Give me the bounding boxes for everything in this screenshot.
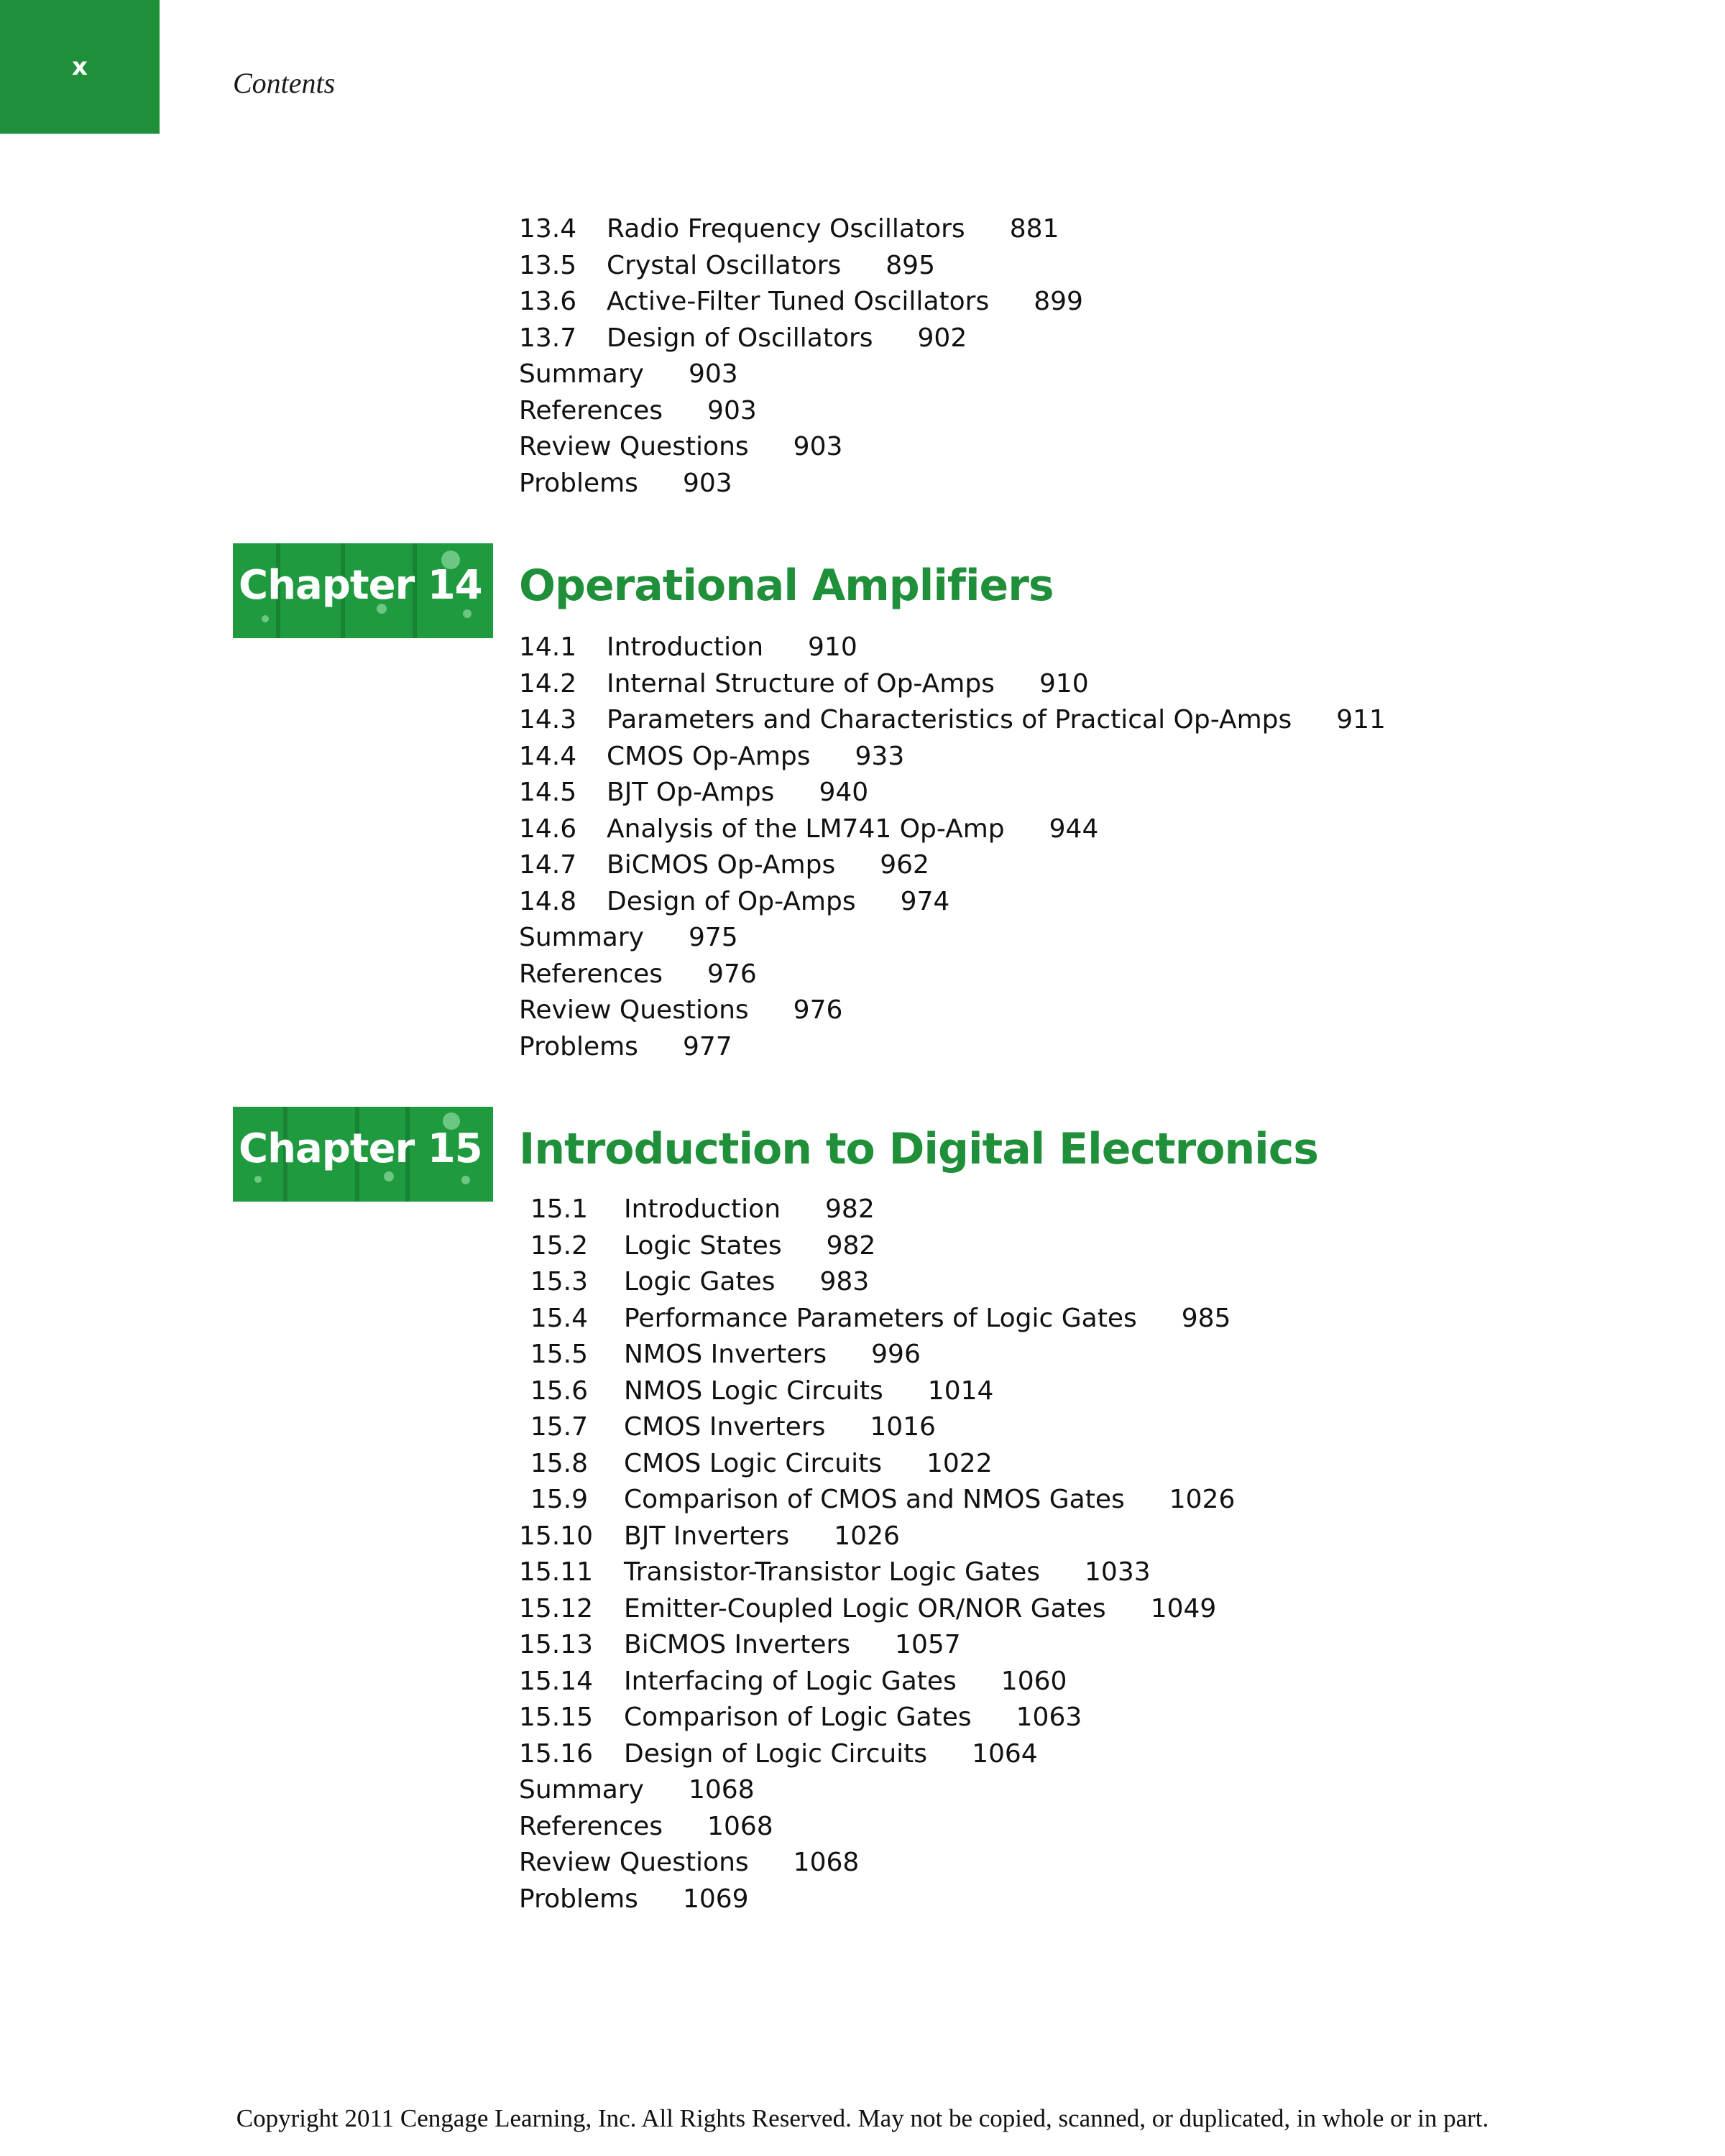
page-number: 1068 (688, 1775, 755, 1805)
page-number: 1069 (682, 1884, 749, 1914)
toc-entry (519, 1192, 875, 1227)
chapter-15-label: Chapter 15 (239, 1125, 482, 1172)
page-number: 976 (793, 995, 843, 1025)
page-number: 1068 (793, 1848, 860, 1877)
section-number: 13.5 (519, 250, 577, 280)
page-number: 982 (826, 1230, 876, 1261)
page-number: 974 (900, 886, 950, 916)
section-number: 15.7 (530, 1412, 588, 1442)
section-number: 15.13 (519, 1630, 594, 1659)
section-number: 15.5 (530, 1340, 588, 1369)
section-title: Radio Frequency Oscillators (607, 214, 965, 244)
section-title: Summary (519, 923, 644, 952)
toc-entry (519, 1446, 993, 1482)
section-title: Problems (519, 1884, 638, 1914)
page-number: 940 (819, 778, 869, 807)
toc-entry (519, 666, 1089, 702)
section-title: NMOS Logic Circuits (624, 1376, 883, 1406)
section-number: 15.8 (530, 1448, 588, 1478)
page-number: 982 (825, 1194, 875, 1224)
section-title: Crystal Oscillators (607, 250, 842, 280)
toc-entry (519, 1373, 993, 1409)
page-number: 975 (688, 923, 738, 952)
chapter-14-title: Operational Amplifiers (519, 561, 1054, 611)
section-title: Transistor-Transistor Logic Gates (624, 1557, 1041, 1587)
page-number: 911 (1336, 705, 1386, 734)
section-number: 15.14 (519, 1666, 594, 1696)
toc-entry (519, 1736, 1038, 1772)
section-title: CMOS Op-Amps (607, 741, 811, 771)
toc-entry (519, 920, 738, 956)
page-number: x (72, 52, 88, 81)
toc-entry (519, 702, 1386, 738)
section-title: Review Questions (519, 432, 749, 461)
page-number: 902 (917, 323, 967, 353)
section-number: 15.12 (519, 1593, 594, 1623)
section-number: 15.9 (530, 1485, 588, 1514)
toc-entry (519, 1881, 749, 1917)
toc-entry (519, 1301, 1230, 1337)
toc-entry (519, 248, 935, 284)
page-number: 903 (688, 359, 738, 389)
section-number: 14.1 (519, 632, 577, 662)
section-title: Introduction (607, 632, 764, 662)
section-number: 15.2 (530, 1230, 588, 1261)
page-number: 1049 (1150, 1593, 1217, 1623)
section-number: 15.1 (530, 1194, 588, 1224)
section-title: BJT Inverters (624, 1521, 790, 1551)
section-title: Emitter-Coupled Logic OR/NOR Gates (624, 1593, 1106, 1623)
copyright-footer: Copyright 2011 Cengage Learning, Inc. All Rights Reserved. May not be copied, scanned, or duplicated, in whole or in part. (236, 2104, 1489, 2132)
page-number: 910 (1039, 668, 1089, 699)
section-title: BiCMOS Inverters (624, 1630, 851, 1659)
section-title: Comparison of Logic Gates (624, 1703, 972, 1732)
toc-entry (519, 739, 904, 775)
page-number: 899 (1034, 287, 1083, 316)
section-number: 14.8 (519, 886, 577, 916)
section-title: Analysis of the LM741 Op-Amp (607, 814, 1005, 844)
toc-entry (519, 1845, 859, 1881)
page-number: 1057 (895, 1630, 961, 1659)
toc-entry (519, 1700, 1082, 1736)
section-number: 15.6 (530, 1376, 588, 1406)
page-number: 962 (880, 850, 929, 880)
toc-entry (519, 429, 842, 465)
toc-entry (519, 847, 929, 883)
page-number: 944 (1049, 814, 1099, 844)
section-title: Internal Structure of Op-Amps (607, 668, 995, 699)
toc-entry (519, 992, 842, 1028)
section-title: NMOS Inverters (624, 1340, 827, 1369)
chapter-15-badge (233, 1107, 493, 1202)
section-title: Introduction (624, 1194, 781, 1224)
toc-entry (519, 466, 732, 502)
section-title: Logic Gates (624, 1267, 776, 1296)
section-title: Design of Logic Circuits (624, 1738, 928, 1769)
page-number: 903 (793, 432, 843, 461)
toc-entry (519, 1809, 773, 1845)
toc-entry (519, 1482, 1235, 1518)
toc-entry (519, 1664, 1067, 1700)
section-number: 14.5 (519, 778, 577, 807)
page-number: 1060 (1000, 1666, 1067, 1696)
section-number: 14.2 (519, 668, 577, 699)
toc-entry (519, 321, 967, 356)
section-number: 14.4 (519, 741, 577, 771)
toc-entry (519, 884, 949, 920)
page-number: 903 (682, 468, 732, 498)
section-number: 15.3 (530, 1267, 588, 1296)
page-number: 1068 (707, 1811, 773, 1841)
section-number: 15.15 (519, 1703, 594, 1732)
section-title: Design of Op-Amps (607, 886, 856, 916)
section-title: Active-Filter Tuned Oscillators (607, 287, 990, 316)
section-number: 15.16 (519, 1738, 594, 1769)
section-title: Comparison of CMOS and NMOS Gates (624, 1485, 1125, 1514)
toc-entry (519, 1409, 936, 1445)
page-number: 1026 (1169, 1485, 1236, 1514)
section-number: 14.3 (519, 705, 577, 734)
page-number: 985 (1181, 1303, 1231, 1333)
page-number: 1016 (870, 1412, 936, 1442)
toc-entry (519, 1337, 921, 1373)
toc-entry (519, 1228, 875, 1264)
section-number: 15.4 (530, 1303, 588, 1333)
section-title: Logic States (624, 1230, 782, 1261)
toc-entry (519, 1519, 900, 1554)
page-number: 895 (886, 250, 935, 280)
page-number: 1033 (1085, 1557, 1151, 1587)
page-number: 977 (682, 1031, 732, 1061)
section-title: Parameters and Characteristics of Practical Op-Amps (607, 705, 1292, 734)
section-number: 13.7 (519, 323, 577, 353)
page-number: 1064 (972, 1738, 1038, 1769)
section-number: 13.4 (519, 214, 577, 244)
page-number: 910 (808, 632, 857, 662)
chapter-14-badge (233, 543, 493, 638)
running-head: Contents (233, 67, 336, 99)
toc-entry (519, 211, 1059, 247)
section-title: Summary (519, 1775, 644, 1805)
toc-entry (519, 1772, 755, 1808)
section-title: BJT Op-Amps (607, 778, 775, 807)
section-title: Summary (519, 359, 644, 389)
section-title: Review Questions (519, 1848, 749, 1877)
page-number: 903 (707, 395, 757, 425)
page-number: 996 (871, 1340, 921, 1369)
page-number: 1063 (1016, 1703, 1082, 1732)
section-title: BiCMOS Op-Amps (607, 850, 836, 880)
section-title: Problems (519, 468, 638, 498)
page-number: 1022 (926, 1448, 993, 1478)
toc-entry (519, 393, 757, 429)
chapter-14-label: Chapter 14 (239, 562, 482, 609)
section-number: 15.10 (519, 1521, 594, 1551)
page-number: 976 (707, 959, 757, 989)
section-title: Problems (519, 1031, 638, 1061)
page-number: 933 (855, 741, 905, 771)
toc-entry (519, 630, 857, 665)
page-number: 1014 (927, 1376, 994, 1406)
section-number: 14.7 (519, 850, 577, 880)
page-number: 881 (1009, 214, 1059, 244)
toc-entry (519, 1591, 1216, 1627)
section-number: 13.6 (519, 287, 577, 316)
section-title: References (519, 1811, 663, 1841)
page-number: 1026 (834, 1521, 900, 1551)
toc-entry (519, 1264, 869, 1300)
chapter-15-title: Introduction to Digital Electronics (519, 1124, 1319, 1174)
page-number-tab (0, 0, 160, 134)
section-title: References (519, 395, 663, 425)
section-title: CMOS Logic Circuits (624, 1448, 882, 1478)
toc-entry (519, 775, 868, 811)
section-number: 15.11 (519, 1557, 594, 1587)
section-title: Performance Parameters of Logic Gates (624, 1303, 1137, 1333)
section-title: Review Questions (519, 995, 749, 1025)
toc-entry (519, 356, 738, 392)
toc-entry (519, 1627, 961, 1663)
toc-entry (519, 1554, 1151, 1590)
section-title: References (519, 959, 663, 989)
page-number: 983 (819, 1267, 870, 1296)
section-title: CMOS Inverters (624, 1412, 826, 1442)
section-title: Interfacing of Logic Gates (624, 1666, 957, 1696)
toc-entry (519, 284, 1083, 320)
toc-entry (519, 811, 1098, 847)
section-number: 14.6 (519, 814, 577, 844)
toc-entry (519, 1029, 732, 1065)
toc-entry (519, 957, 757, 992)
section-title: Design of Oscillators (607, 323, 873, 353)
